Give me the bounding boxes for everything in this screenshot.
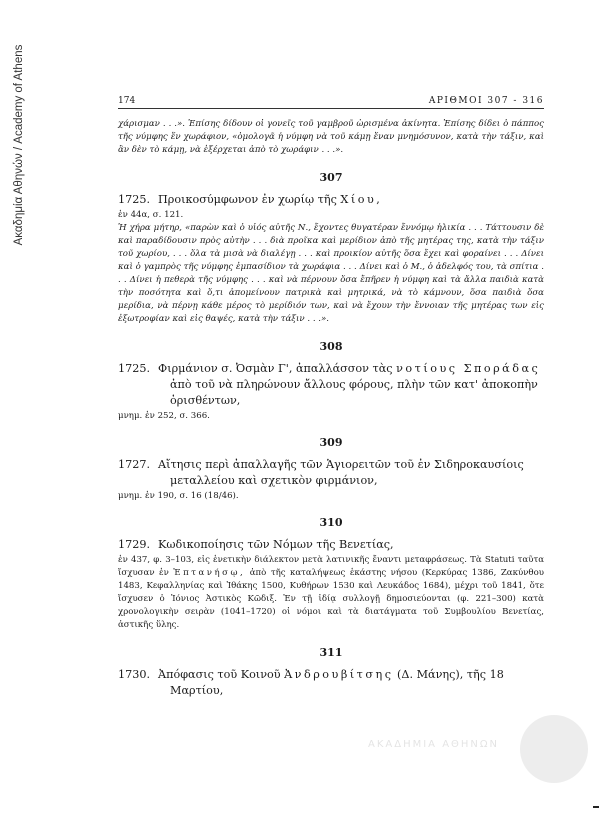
entry-year: 1725. <box>118 193 151 206</box>
section-number: 311 <box>319 646 343 659</box>
entry-year: 1730. <box>118 668 151 681</box>
entry-title: 1725. Προικοσύμφωνον ἐν χωρίῳ τῆς Χίου, <box>118 193 383 206</box>
academy-seal-icon <box>520 715 588 783</box>
entry-title: 1730. Ἀπόφασις τοῦ Κοινοῦ Ἀνδρουβίτσης (Δ. Μάνης), τῆς 18 Μαρτίου, <box>118 668 504 697</box>
entry-title: 1727. Αἴτησις περὶ ἀπαλλαγῆς τῶν Ἁγιορειτῶν τοῦ ἐν Σιδηροκαυσίοις μεταλλείου καὶ σχετικὸν φιρμάνιον, <box>118 458 524 487</box>
academy-watermark <box>368 715 588 785</box>
side-label: Ακαδημία Αθηνών / Academy of Athens <box>13 44 25 246</box>
entry-reference: μνημ. ἐν 190, σ. 16 (18/46). <box>118 491 239 501</box>
watermark-text: ΑΚΑΔΗΜΙΑ ΑΘΗΝΩΝ <box>368 739 500 750</box>
entry-title: 1725. Φιρμάνιον σ. Ὀσμὰν Γ', ἀπαλλάσσον τὰς νοτίους Σποράδας ἀπὸ τοῦ νὰ πληρώνουν ἄλλους φόρους, πλὴν τῶν κατ' ἀποκοπὴν ὁρισθέντων, <box>118 362 541 407</box>
section-number: 308 <box>319 340 343 353</box>
entry-body: Ἡ χήρα μήτηρ, «παρὼν καὶ ὁ υἱός αὐτῆς Ν., ἔχοντες θυγατέραν ἔννόμῳ ἡλικία . . . Τάττουσιν δὲ καὶ παραδίδουσιν πρὸς αὐτὴν . . . διὰ προῖκα καὶ μερίδιον ἀπὸ τῆς μητέρας της, κατὰ τὴν τάξιν τοῦ χωρίου, . . . ὅλα τὰ μισὰ νὰ διαλέγῃ . . . καὶ προικίον αὐτῆς ὅσα ἔχει καὶ φοραίνει . . . Δίνει καὶ ὁ γαμπρὸς τῆς νύμφης ἐμπασίδιον τὰ χωράφια . . . Δίνει καὶ ὁ Μ., ὁ ἀδελφός του, τὰ σπίτια . . . Δίνει ἡ πεθερὰ τῆς νύμφης . . . καὶ νὰ πέρνουν ὅσα ἔπῆρεν ἡ νύμφη καὶ τὰ ἄλλα παιδιὰ κατὰ τὴν ποσότητα καὶ ὅ,τι ἀπομείνουν πατρικὰ καὶ μητρικά, νὰ τὸ κάμνουν, ὅσα παιδιὰ ὅσα μερίδια, νὰ πέρνῃ κάθε μέρος τὸ μερίδιόν των, καὶ νὰ ἔχουν τὴν ἔννοιαν τῆς μητέρας των εἰς ἐξωτροφίαν καὶ εἰς θαψές, κατὰ τὴν τάξιν . . .». <box>118 223 544 324</box>
entry-reference: μνημ. ἐν 252, σ. 366. <box>118 411 210 421</box>
page-number: 174 <box>118 96 136 106</box>
entry-body: ἐν 437, φ. 3–103, εἰς ἑνετικὴν διάλεκτον μετὰ λατινικῆς ἔναντι μεταφράσεως. Τὰ Statuti ταῦτα ἴσχυσαν ἐν Ἑπτανήσῳ, ἀπὸ τῆς καταλήψεως ἑκάστης νήσου (Κερκύρας 1386, Ζακύνθου 1483, Κεφαλληνίας καὶ Ἰθάκης 1500, Κυθήρων 1530 καὶ Λευκάδος 1684), μέχρι τοῦ 1841, ὅτε ἴσχυσεν ὁ Ἰόνιος Ἀστικὸς Κῶδιξ. Ἐν τῇ ἰδίᾳ συλλογῇ δημοσιεύονται (φ. 221–300) κατὰ χρονολογικὴν σειρὰν (1041–1720) οἱ νόμοι καὶ τὰ διατάγματα τοῦ Συμβουλίου Βενετίας, ἀστικῆς ὕλης. <box>118 555 545 630</box>
section-number: 310 <box>319 516 343 529</box>
running-title: ΑΡΙΘΜΟΙ 307 - 316 <box>428 96 544 106</box>
scan-mark <box>593 806 599 808</box>
entry-year: 1729. <box>118 538 151 551</box>
entry-reference: ἐν 44α, σ. 121. <box>118 210 184 220</box>
entry-year: 1727. <box>118 458 151 471</box>
entry-year: 1725. <box>118 362 151 375</box>
entry-title: 1729. Κωδικοποίησις τῶν Νόμων τῆς Βενετίας, <box>118 538 394 551</box>
page-content <box>118 96 544 699</box>
section-number: 307 <box>319 171 343 184</box>
intro-paragraph: χάρισμαν . . .». Ἐπίσης δίδουν οἱ γονεῖς τοῦ γαμβροῦ ὡρισμένα ἀκίνητα. Ἐπίσης δίδει ὁ πάππος τῆς νύμφης ἕν χωράφιον, «ὁμολογᾶ ἡ νύμφη νὰ τοῦ κάμῃ ἕναν μνημόσυνον, κατὰ τὴν τάξιν, καὶ ἂν δὲν τὸ κάμῃ, νὰ ἐξέρχεται ἀπὸ τὸ χωράφιν . . .». <box>118 119 544 155</box>
section-number: 309 <box>319 436 343 449</box>
running-header <box>118 96 544 109</box>
